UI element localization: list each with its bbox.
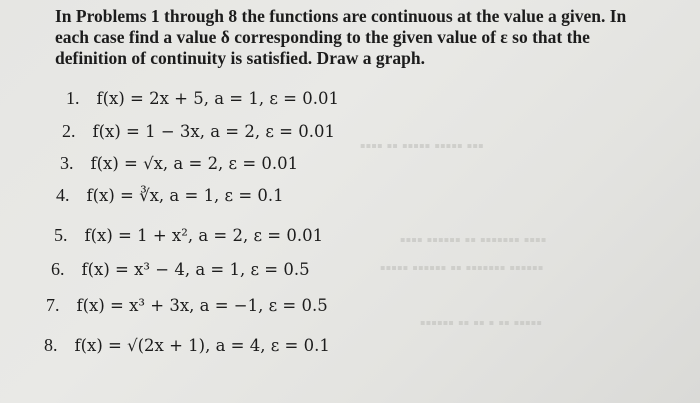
problem-number: 7. <box>46 295 60 315</box>
bleed-through-text: ▪▪▪▪▪ ▪▪ ▪ ▪▪ ▪▪ ▪▪▪▪▪▪ <box>420 315 543 332</box>
problem-number: 6. <box>51 259 65 279</box>
problem-expression: f(x) = 1 + x², a = 2, ε = 0.01 <box>84 226 324 245</box>
problem-expression: f(x) = x³ + 3x, a = −1, ε = 0.5 <box>76 296 328 315</box>
bleed-through-text: ▪▪▪▪▪▪ ▪▪▪▪▪▪▪ ▪▪ ▪▪▪▪▪▪ ▪▪▪▪▪ <box>380 260 544 277</box>
instructions-line: each case find a value δ corresponding to the given value of ε so that the <box>55 27 590 47</box>
instructions-line: In Problems 1 through 8 the functions are continuous at the value a given. In <box>55 6 627 26</box>
problem-item <box>54 224 323 247</box>
bleed-through-text: ▪▪▪▪ ▪▪▪▪▪▪▪ ▪▪ ▪▪▪▪▪▪ ▪▪▪▪ <box>400 232 547 249</box>
problem-item <box>44 334 330 357</box>
problem-expression: f(x) = √x, a = 2, ε = 0.01 <box>90 154 299 173</box>
problem-number: 1. <box>66 88 80 108</box>
problem-expression: f(x) = ∛x, a = 1, ε = 0.1 <box>86 186 284 205</box>
problem-expression: f(x) = 2x + 5, a = 1, ε = 0.01 <box>96 89 339 108</box>
problem-number: 8. <box>44 335 58 355</box>
instructions-line: definition of continuity is satisfied. Draw a graph. <box>55 48 425 68</box>
problem-item <box>66 87 339 110</box>
bleed-through-text: ▪▪▪ ▪▪▪▪▪ ▪▪▪▪▪ ▪▪ ▪▪▪▪ <box>360 138 484 155</box>
problem-item <box>60 152 298 175</box>
problem-number: 4. <box>56 185 70 205</box>
problem-expression: f(x) = x³ − 4, a = 1, ε = 0.5 <box>81 260 310 279</box>
problem-expression: f(x) = 1 − 3x, a = 2, ε = 0.01 <box>92 122 335 141</box>
problem-expression: f(x) = √(2x + 1), a = 4, ε = 0.1 <box>74 336 330 355</box>
problem-number: 3. <box>60 153 74 173</box>
problem-item <box>56 184 284 207</box>
problem-item <box>46 294 328 317</box>
problem-number: 2. <box>62 121 76 141</box>
problem-item <box>62 120 335 143</box>
problem-item <box>51 258 310 281</box>
problem-number: 5. <box>54 225 68 245</box>
